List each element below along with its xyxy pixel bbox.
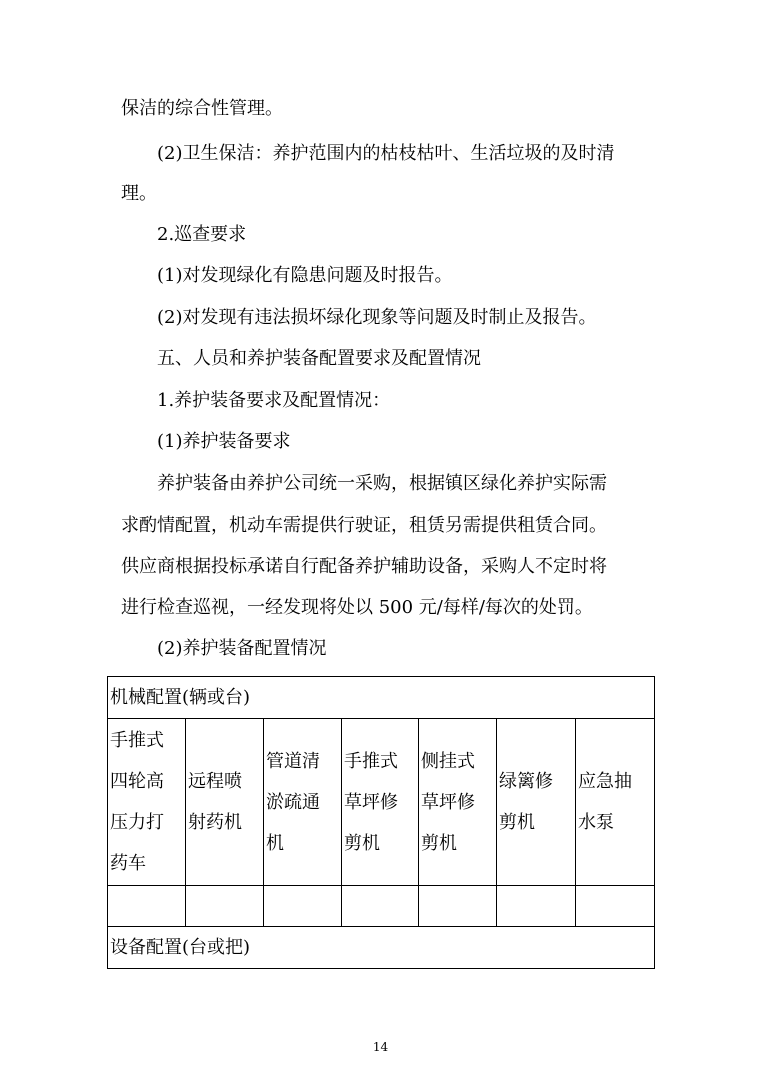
column-header-cell	[186, 719, 264, 886]
column-header-text: 远程喷 射药机	[188, 771, 242, 833]
paragraph-3: 理。	[121, 183, 157, 204]
table-cell	[264, 886, 342, 927]
column-header-cell	[576, 719, 655, 886]
paragraph-4: 2.巡查要求	[157, 224, 247, 245]
column-header-cell	[342, 719, 419, 886]
table-cell	[419, 886, 497, 927]
column-header-cell	[497, 719, 576, 886]
paragraph-5: (1)对发现绿化有隐患问题及时报告。	[157, 265, 453, 286]
column-header-cell	[264, 719, 342, 886]
column-header-text: 手推式 草坪修 剪机	[344, 750, 398, 854]
column-header-row	[108, 719, 655, 886]
column-header-text: 手推式 四轮高 压力打 药车	[110, 730, 164, 874]
paragraph-8: 1.养护装备要求及配置情况：	[157, 390, 391, 411]
table-cell	[186, 886, 264, 927]
column-header-text: 应急抽 水泵	[578, 771, 632, 833]
table-row	[108, 886, 655, 927]
equipment-config-header: 设备配置(台或把)	[108, 927, 655, 969]
paragraph-13: 进行检查巡视，一经发现将处以 500 元/每样/每次的处罚。	[121, 597, 593, 618]
paragraph-1: 保洁的综合性管理。	[121, 98, 283, 119]
paragraph-6: (2)对发现有违法损坏绿化现象等问题及时制止及报告。	[157, 307, 597, 328]
paragraph-12: 供应商根据投标承诺自行配备养护辅助设备，采购人不定时将	[121, 556, 607, 577]
paragraph-14: (2)养护装备配置情况	[157, 638, 327, 659]
paragraph-2: (2)卫生保洁：养护范围内的枯枝枯叶、生活垃圾的及时清	[157, 143, 615, 164]
column-header-text: 绿篱修 剪机	[499, 771, 553, 833]
page-number: 14	[372, 1040, 389, 1054]
column-header-text: 管道清 淤疏通 机	[266, 750, 320, 854]
column-header-text: 侧挂式 草坪修 剪机	[421, 750, 475, 854]
section-heading: 五、人员和养护装备配置要求及配置情况	[157, 348, 481, 369]
column-header-cell	[108, 719, 186, 886]
table-cell	[497, 886, 576, 927]
table-cell	[576, 886, 655, 927]
table-cell	[342, 886, 419, 927]
equipment-config-table	[107, 676, 655, 969]
paragraph-11: 求酌情配置，机动车需提供行驶证，租赁另需提供租赁合同。	[121, 515, 607, 536]
paragraph-9: (1)养护装备要求	[157, 431, 291, 452]
column-header-cell	[419, 719, 497, 886]
paragraph-10: 养护装备由养护公司统一采购，根据镇区绿化养护实际需	[157, 473, 607, 494]
machinery-config-header: 机械配置(辆或台)	[108, 677, 655, 719]
table-cell	[108, 886, 186, 927]
